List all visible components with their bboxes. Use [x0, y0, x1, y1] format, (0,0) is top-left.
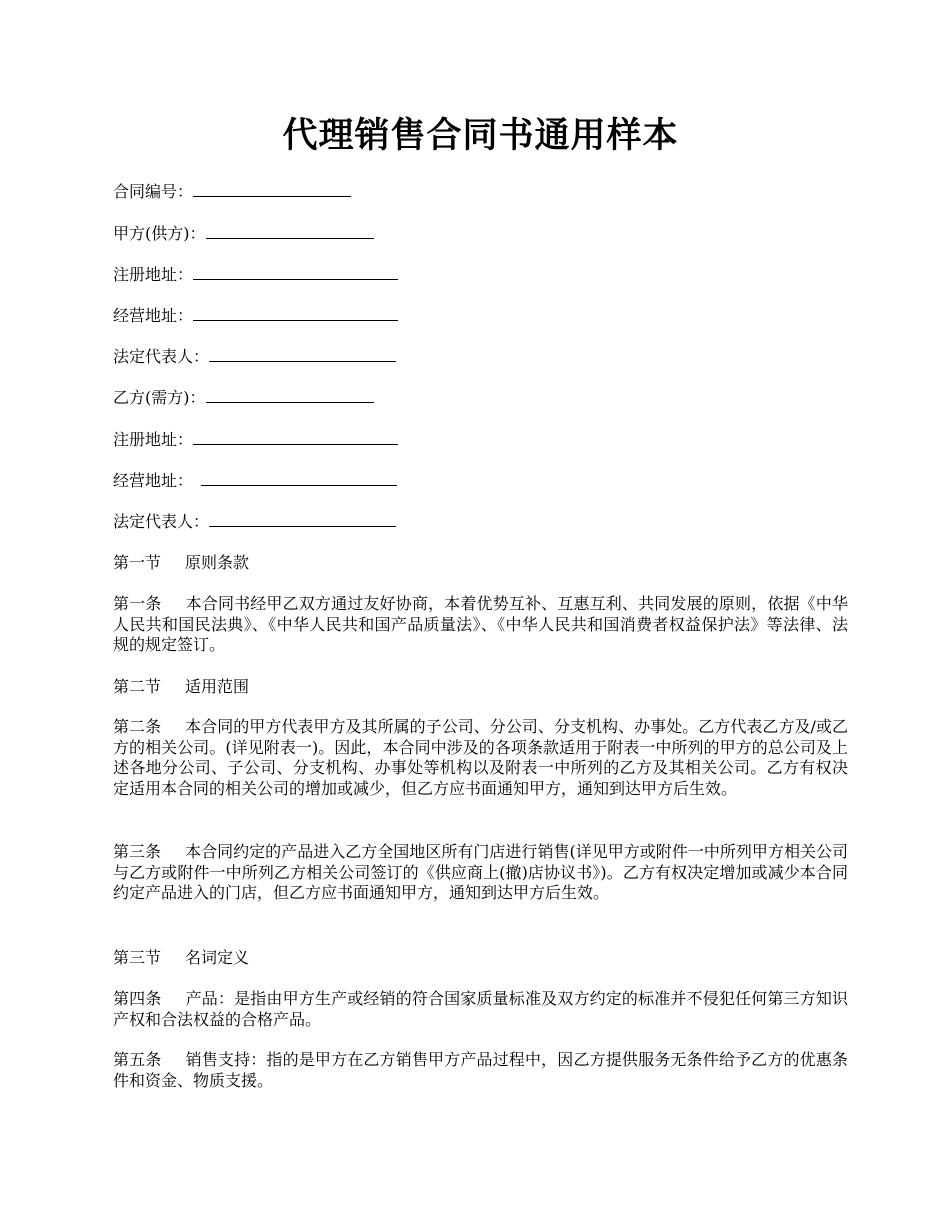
field-label: 法定代表人：: [113, 347, 210, 366]
field-label: 经营地址：: [113, 471, 194, 490]
section-number: 第三节: [113, 948, 162, 967]
field-label: 甲方(供方)：: [113, 224, 206, 243]
party-a-business-address-field: [113, 305, 398, 327]
article-text: 本合同书经甲乙双方通过友好协商，本着优势互补、互惠互利、共同发展的原则，依据《中华人民共和国民法典》、《中华人民共和国产品质量法》、《中华人民共和国消费者权益保护法》等法律、法规的规定签订。: [113, 594, 848, 654]
contract-number-field: [113, 181, 351, 203]
field-label: 注册地址：: [113, 430, 194, 449]
article-paragraph: [113, 1050, 848, 1091]
section-heading: [113, 552, 249, 574]
field-label: 乙方(需方)：: [113, 388, 206, 407]
article-paragraph: [113, 717, 848, 799]
document-title: 代理销售合同书通用样本: [282, 115, 679, 156]
article-paragraph: [113, 594, 848, 656]
article-number: 第三条: [113, 842, 162, 861]
fill-in-line: [206, 223, 374, 239]
section-heading: [113, 947, 249, 969]
fill-in-line: [201, 470, 397, 486]
party-b-business-address-field: [113, 470, 397, 492]
article-text: 本合同的甲方代表甲方及其所属的子公司、分公司、分支机构、办事处。乙方代表乙方及/或乙方的相关公司。(详见附表一)。因此，本合同中涉及的各项条款适用于附表一中所列的甲方的总公司及上述各地分公司、子公司、分支机构、办事处等机构以及附表一中所列的乙方及其相关公司。乙方有权决定适用本合同的相关公司的增加或减少，但乙方应书面通知甲方，通知到达甲方后生效。: [113, 717, 848, 798]
fill-in-line: [193, 305, 398, 321]
fill-in-line: [209, 511, 396, 527]
article-number: 第五条: [113, 1050, 162, 1069]
article-number: 第四条: [113, 989, 162, 1008]
field-label: 法定代表人：: [113, 512, 210, 531]
party-b-field: [113, 387, 374, 409]
field-label: 经营地址：: [113, 306, 194, 325]
section-name: 名词定义: [185, 948, 250, 967]
article-text: 产品：是指由甲方生产或经销的符合国家质量标准及双方约定的标准并不侵犯任何第三方知识产权和合法权益的合格产品。: [113, 989, 848, 1029]
party-a-registered-address-field: [113, 264, 398, 286]
article-paragraph: [113, 842, 848, 904]
party-a-field: [113, 223, 374, 245]
article-paragraph: [113, 989, 848, 1030]
section-heading: [113, 676, 249, 698]
party-a-legal-representative-field: [113, 346, 396, 368]
fill-in-line: [209, 346, 396, 362]
section-number: 第一节: [113, 553, 162, 572]
article-number: 第一条: [113, 594, 162, 613]
field-label: 合同编号：: [113, 182, 194, 201]
field-label: 注册地址：: [113, 265, 194, 284]
article-text: 销售支持：指的是甲方在乙方销售甲方产品过程中，因乙方提供服务无条件给予乙方的优惠条件和资金、物质支援。: [113, 1050, 848, 1090]
fill-in-line: [193, 264, 398, 280]
fill-in-line: [193, 429, 398, 445]
fill-in-line: [193, 181, 351, 197]
party-b-legal-representative-field: [113, 511, 396, 533]
party-b-registered-address-field: [113, 429, 398, 451]
article-text: 本合同约定的产品进入乙方全国地区所有门店进行销售(详见甲方或附件一中所列甲方相关公司与乙方或附件一中所列乙方相关公司签订的《供应商上(撤)店协议书》)。乙方有权决定增加或减少本合同约定产品进入的门店，但乙方应书面通知甲方，通知到达甲方后生效。: [113, 842, 848, 902]
section-number: 第二节: [113, 677, 162, 696]
fill-in-line: [206, 387, 374, 403]
section-name: 原则条款: [185, 553, 250, 572]
section-name: 适用范围: [185, 677, 250, 696]
article-number: 第二条: [113, 717, 162, 736]
